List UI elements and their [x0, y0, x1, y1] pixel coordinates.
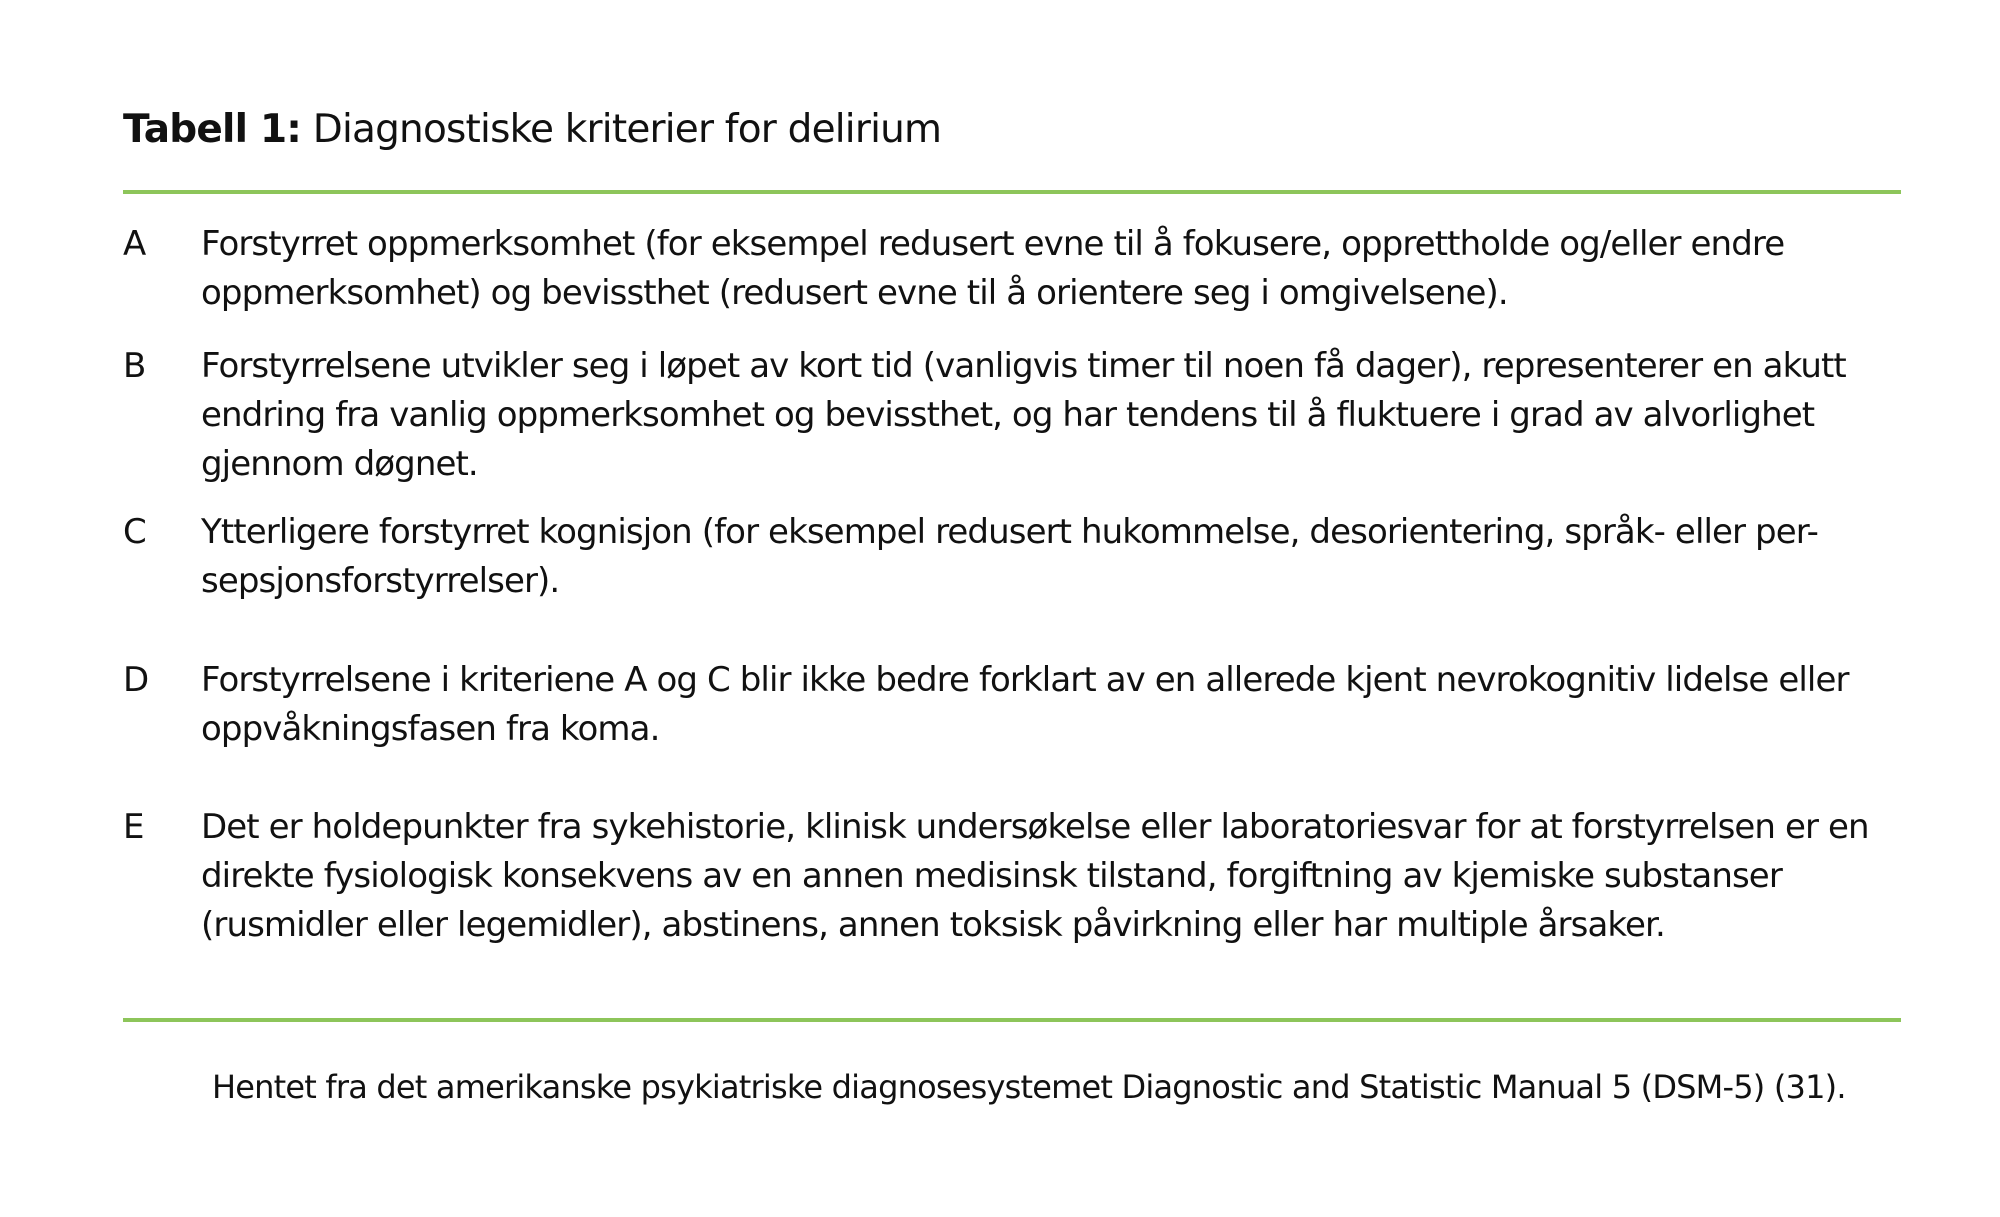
criterion-text: Forstyrret oppmerksomhet (for eksempel redusert evne til å fokusere, opprettholde og/eller endre oppmerksomhet) og bevissthet (redusert evne til å orientere seg i omgivelsene). — [201, 224, 1785, 313]
criterion-row-e — [123, 803, 1903, 950]
criterion-text: Forstyrrelsene utvikler seg i løpet av kort tid (vanligvis timer til noen få dager), representerer en akutt endring fra vanlig oppmerksomhet og bevissthet, og har tendens til å fluktuere i grad av alvorlighet gjennom døgnet. — [201, 346, 1846, 484]
bottom-divider — [123, 1018, 1901, 1022]
table-title-label: Tabell 1: — [123, 107, 302, 152]
criterion-row-a — [123, 220, 1903, 318]
criterion-row-d — [123, 656, 1903, 754]
source-note: Hentet fra det amerikanske psykiatriske diagnosesystemet Diagnostic and Statistic Manual 5 (DSM-5) (31). — [212, 1068, 1846, 1106]
table-title-text: Diagnostiske kriterier for delirium — [312, 107, 942, 152]
criterion-letter: B — [123, 346, 146, 386]
criterion-letter: C — [123, 512, 146, 552]
criterion-text: Forstyrrelsene i kriteriene A og C blir ikke bedre forklart av en allerede kjent nevrokognitiv lidelse eller oppvåkningsfasen fra koma. — [201, 660, 1849, 749]
criterion-row-b — [123, 342, 1903, 489]
criterion-letter: E — [123, 807, 144, 847]
criterion-row-c — [123, 508, 1903, 606]
criterion-letter: D — [123, 660, 149, 700]
criterion-letter: A — [123, 224, 146, 264]
table-title — [123, 104, 941, 156]
top-divider — [123, 190, 1901, 194]
criterion-text: Det er holdepunkter fra sykehistorie, klinisk undersøkelse eller laboratoriesvar for at forstyrrelsen er en direkte fysiologisk konsekvens av en annen medisinsk tilstand, forgiftning av kjemiske substanser (rusmidler eller legemidler), abstinens, annen toksisk påvirkning eller har multiple årsaker. — [201, 807, 1869, 945]
criterion-text: Ytterligere forstyrret kognisjon (for eksempel redusert hukommelse, desorientering, språk- eller per-sepsjonsforstyrrelser). — [201, 512, 1819, 601]
